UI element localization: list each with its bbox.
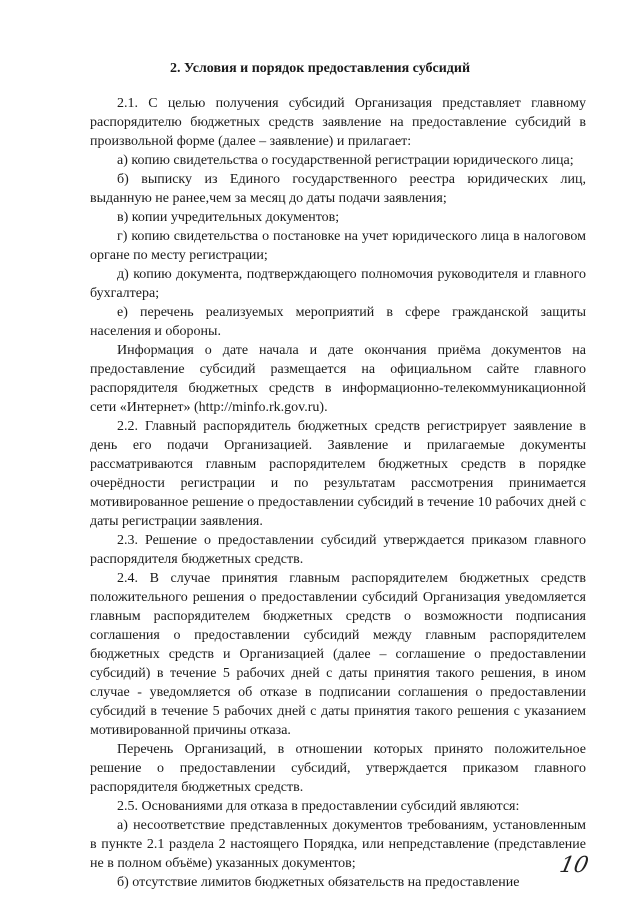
paragraph-2-2: 2.2. Главный распорядитель бюджетных средств регистрирует заявление в день его подачи Организацией. Заявление и прилагаемые документы рассматриваются главным распорядителем бюджетных средств в порядке очерёдности регистрации и по результатам рассмотрения принимается мотивированное решение о предоставлении субсидий в течение 10 рабочих дней с даты регистрации заявления. xyxy=(90,419,586,529)
paragraph-2-4: 2.4. В случае принятия главным распорядителем бюджетных средств положительного решения о предоставлении субсидий Организация уведомляется главным распорядителем бюджетных средств о возможности подписания соглашения о предоставлении субсидий между главным распорядителем бюджетных средств и Организацией (далее – соглашение о предоставлении субсидий) в течение 5 рабочих дней с даты принятия такого решения, в ином случае - уведомляется об отказе в подписании соглашения о предоставлении субсидий в течение 5 рабочих дней с даты принятия такого решения с указанием мотивированной причины отказа. xyxy=(90,571,586,738)
paragraph-2-1: 2.1. С целью получения субсидий Организация представляет главному распорядителю бюджетных средств заявление на предоставление субсидий в произвольной форме (далее – заявление) и прилагает: xyxy=(90,96,586,149)
list-item-d: д) копию документа, подтверждающего полномочия руководителя и главного бухгалтера; xyxy=(90,267,586,301)
refusal-reason-b: б) отсутствие лимитов бюджетных обязательств на предоставление xyxy=(117,875,520,890)
paragraph-2-3: 2.3. Решение о предоставлении субсидий утверждается приказом главного распорядителя бюджетных средств. xyxy=(90,533,586,567)
paragraph-2-5: 2.5. Основаниями для отказа в предоставлении субсидий являются: xyxy=(117,799,520,814)
list-item-g: г) копию свидетельства о постановке на учет юридического лица в налоговом органе по месту регистрации; xyxy=(90,229,586,263)
list-item-v: в) копии учредительных документов; xyxy=(117,210,340,225)
info-paragraph: Информация о дате начала и дате окончания приёма документов на предоставление субсидий размещается на официальном сайте главного распорядителя бюджетных средств в информационно-телекоммуникационной сети «Интернет» (http://minfo.rk.gov.ru). xyxy=(90,343,586,415)
section-heading: 2. Условия и порядок предоставления субсидий xyxy=(169,61,471,76)
list-item-a: а) копию свидетельства о государственной регистрации юридического лица; xyxy=(117,153,574,168)
list-item-b: б) выписку из Единого государственного реестра юридических лиц, выданную не ранее,чем за месяц до даты подачи заявления; xyxy=(90,172,586,206)
document-body xyxy=(90,94,586,892)
list-item-e: е) перечень реализуемых мероприятий в сфере гражданской защиты населения и обороны. xyxy=(90,305,586,339)
handwritten-page-number: 10 xyxy=(557,853,591,878)
organizations-list-paragraph: Перечень Организаций, в отношении которых принято положительное решение о предоставлении субсидий, утверждается приказом главного распорядителя бюджетных средств. xyxy=(90,742,586,795)
refusal-reason-a: а) несоответствие представленных документов требованиям, установленным в пункте 2.1 раздела 2 настоящего Порядка, или непредставление (представление не в полном объёме) указанных документов; xyxy=(90,818,586,871)
